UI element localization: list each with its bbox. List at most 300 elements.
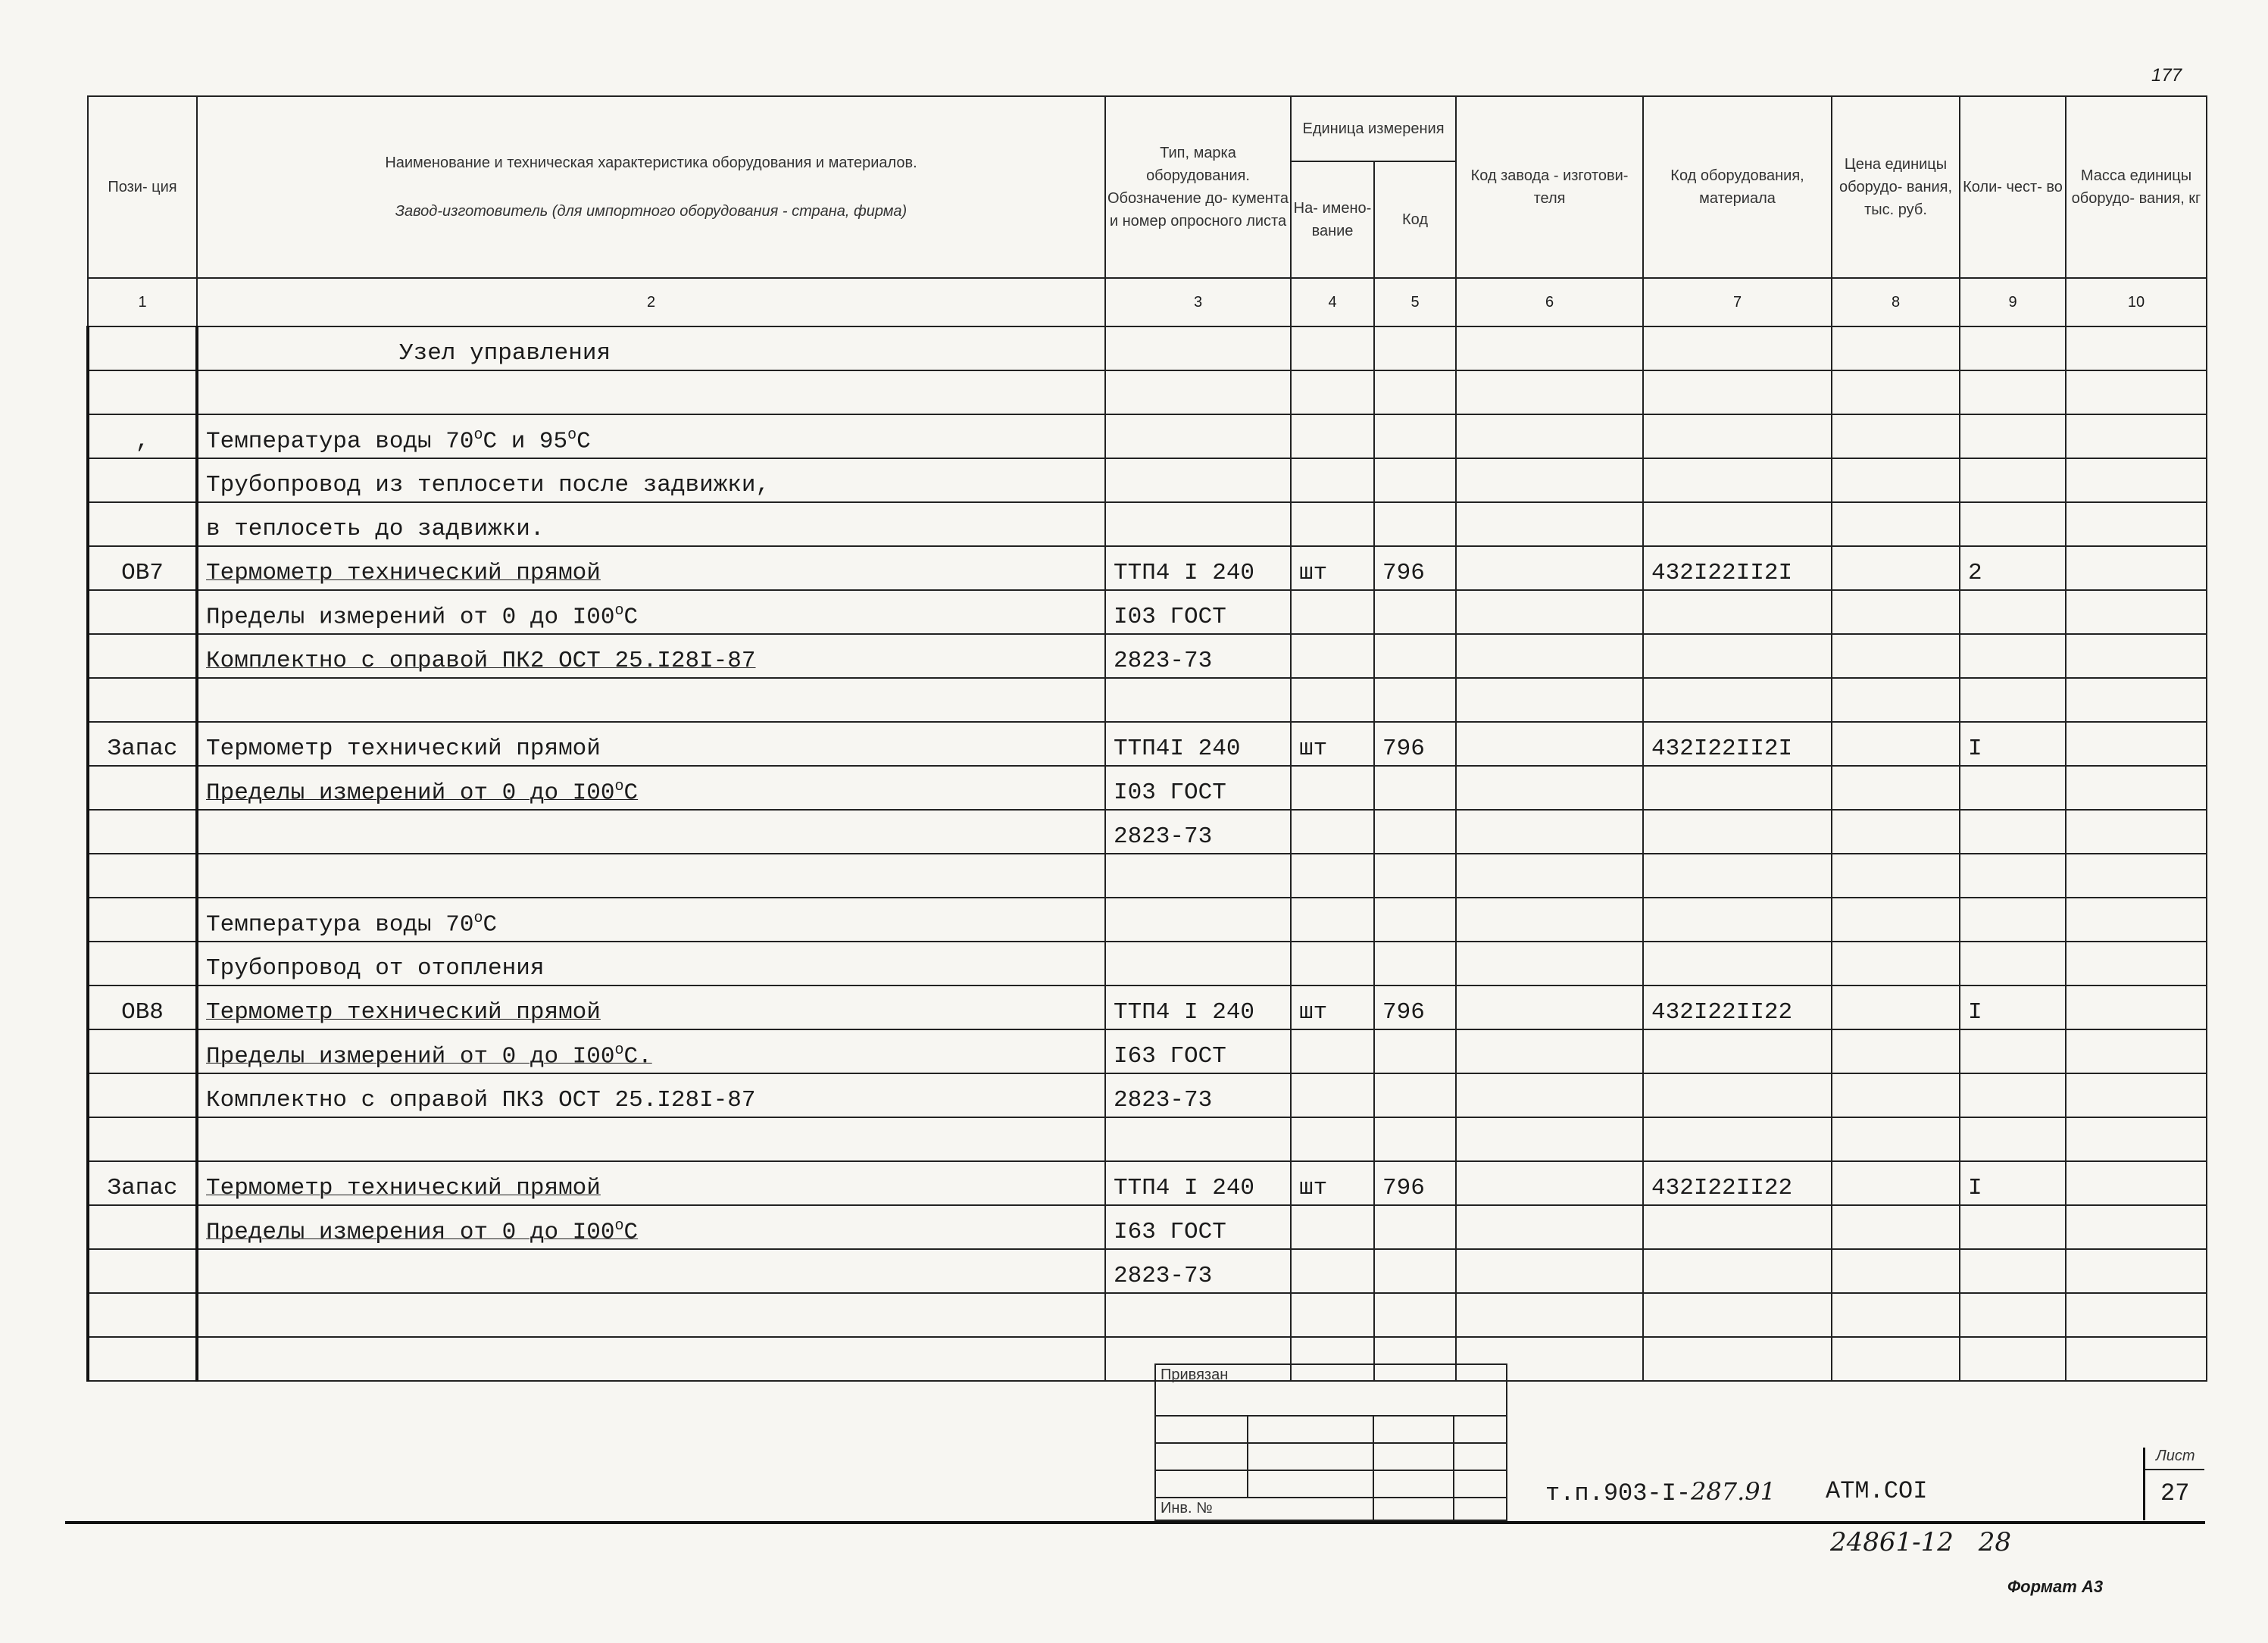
quantity-cell: I [1960,722,2066,766]
header-name-line1: Наименование и техническая характеристика оборудования и материалов. [385,155,917,171]
price-cell [1832,546,1960,590]
type-cell: ТТП4 I 240 [1105,546,1291,590]
price-cell [1832,1293,1960,1337]
position-cell [88,942,197,985]
item-code-cell [1643,1029,1832,1073]
price-cell [1832,1029,1960,1073]
plant-code-cell [1456,1161,1643,1205]
plant-code-cell [1456,1029,1643,1073]
column-number: 6 [1456,278,1643,326]
quantity-cell [1960,766,2066,810]
position-cell [88,1249,197,1293]
price-cell [1832,985,1960,1029]
quantity-cell [1960,1337,2066,1381]
position-cell [88,502,197,546]
name-cell [197,370,1105,414]
quantity-cell [1960,502,2066,546]
name-cell [197,810,1105,854]
price-cell [1832,766,1960,810]
name-text: Температура воды 70 [206,428,474,454]
table-row [88,766,2207,810]
name-cell: в теплосеть до задвижки. [197,502,1105,546]
position-cell [88,678,197,722]
plant-code-cell [1456,854,1643,898]
plant-code-cell [1456,1205,1643,1249]
type-cell [1105,678,1291,722]
position-cell: ОВ7 [88,546,197,590]
plant-code-cell [1456,414,1643,458]
item-code-cell [1643,326,1832,370]
position-cell [88,1293,197,1337]
unit-name-cell: шт [1291,546,1374,590]
table-row [88,1293,2207,1337]
mass-cell [2066,985,2207,1029]
position-cell [88,766,197,810]
column-number: 9 [1960,278,2066,326]
position-cell [88,898,197,942]
unit-code-cell [1374,326,1456,370]
type-cell: ТТП4 I 240 [1105,1161,1291,1205]
sheet-box [2143,1448,2204,1520]
document-mark: АТМ.СОI [1826,1477,1928,1505]
sheet-label: Лист [2156,1448,2195,1464]
degree-sign: o [473,426,483,444]
item-code-cell: 432I22II2I [1643,722,1832,766]
mass-cell [2066,942,2207,985]
quantity-cell [1960,678,2066,722]
plant-code-cell [1456,1117,1643,1161]
unit-code-cell: 796 [1374,546,1456,590]
header-plant-code: Код завода - изготови- теля [1456,96,1643,278]
plant-code-cell [1456,985,1643,1029]
unit-code-cell [1374,942,1456,985]
item-code-cell: 432I22II22 [1643,1161,1832,1205]
specification-table [86,95,2207,1382]
unit-code-cell [1374,1117,1456,1161]
position-cell [88,1029,197,1073]
plant-code-cell [1456,458,1643,502]
price-cell [1832,678,1960,722]
quantity-cell [1960,1205,2066,1249]
quantity-cell [1960,898,2066,942]
table-row [88,326,2207,370]
mass-cell [2066,370,2207,414]
unit-code-cell [1374,634,1456,678]
name-cell: Термометр технический прямой [197,1161,1105,1205]
name-cell: Термометр технический прямой [197,546,1105,590]
name-cell [197,1293,1105,1337]
item-code-cell [1643,458,1832,502]
price-cell [1832,414,1960,458]
item-code-cell [1643,766,1832,810]
price-cell [1832,634,1960,678]
type-cell: ТТП4 I 240 [1105,985,1291,1029]
table-row [88,722,2207,766]
type-cell [1105,942,1291,985]
name-cell: Комплектно с оправой ПК2 ОСТ 25.I28I-87 [197,634,1105,678]
table-row [88,1205,2207,1249]
mass-cell [2066,810,2207,854]
name-cell [197,1337,1105,1381]
type-cell: ТТП4I 240 [1105,722,1291,766]
price-cell [1832,854,1960,898]
type-cell: 2823-73 [1105,1073,1291,1117]
item-code-cell [1643,414,1832,458]
quantity-cell [1960,458,2066,502]
position-cell [88,1205,197,1249]
name-text-after-degree: C и 95 [483,428,568,454]
name-cell [197,1029,1105,1073]
item-code-cell [1643,590,1832,634]
table-row [88,942,2207,985]
mass-cell [2066,1029,2207,1073]
stamp-inventory-label: Инв. № [1161,1500,1213,1516]
mass-cell [2066,722,2207,766]
document-code-handwritten: 287.91 [1691,1477,1776,1506]
archive-page: 28 [1978,1527,2011,1557]
mass-cell [2066,1117,2207,1161]
mass-cell [2066,414,2207,458]
position-cell: , [88,414,197,458]
unit-name-cell [1291,590,1374,634]
item-code-cell [1643,370,1832,414]
price-cell [1832,1117,1960,1161]
item-code-cell [1643,1337,1832,1381]
mass-cell [2066,1293,2207,1337]
position-cell [88,854,197,898]
type-cell [1105,1293,1291,1337]
name-text: Температура воды 70 [206,911,474,938]
item-code-cell [1643,1073,1832,1117]
unit-code-cell [1374,1293,1456,1337]
quantity-cell [1960,1249,2066,1293]
plant-code-cell [1456,898,1643,942]
quantity-cell: I [1960,1161,2066,1205]
position-cell [88,1117,197,1161]
unit-name-cell [1291,1073,1374,1117]
header-name [197,96,1105,278]
price-cell [1832,590,1960,634]
column-number: 3 [1105,278,1291,326]
plant-code-cell [1456,1249,1643,1293]
item-code-cell [1643,502,1832,546]
quantity-cell [1960,810,2066,854]
quantity-cell [1960,326,2066,370]
mass-cell [2066,1161,2207,1205]
item-code-cell [1643,678,1832,722]
name-text-after-degree: C [576,428,591,454]
position-cell [88,370,197,414]
header-unit-code: Код [1374,161,1456,278]
name-text-after-degree: C [623,1219,639,1245]
item-code-cell [1643,854,1832,898]
table-row [88,678,2207,722]
quantity-cell [1960,1029,2066,1073]
type-cell [1105,458,1291,502]
price-cell [1832,502,1960,546]
name-cell: Термометр технический прямой [197,722,1105,766]
archive-number [1830,1527,2011,1557]
price-cell [1832,722,1960,766]
name-cell [197,1205,1105,1249]
plant-code-cell [1456,326,1643,370]
mass-cell [2066,854,2207,898]
quantity-cell [1960,590,2066,634]
unit-code-cell [1374,1205,1456,1249]
table-row [88,1337,2207,1381]
plant-code-cell [1456,590,1643,634]
plant-code-cell [1456,546,1643,590]
price-cell [1832,1249,1960,1293]
unit-name-cell [1291,854,1374,898]
plant-code-cell [1456,1073,1643,1117]
unit-code-cell [1374,370,1456,414]
price-cell [1832,1337,1960,1381]
plant-code-cell [1456,810,1643,854]
unit-name-cell [1291,1293,1374,1337]
position-cell [88,1073,197,1117]
table-row [88,414,2207,458]
price-cell [1832,458,1960,502]
column-number: 1 [88,278,197,326]
unit-name-cell [1291,414,1374,458]
plant-code-cell [1456,942,1643,985]
position-cell [88,810,197,854]
position-cell: Запас [88,722,197,766]
name-text-after-degree: C [623,604,639,630]
plant-code-cell [1456,634,1643,678]
name-text: Пределы измерений от 0 до I00 [206,1043,615,1070]
mass-cell [2066,634,2207,678]
price-cell [1832,810,1960,854]
mass-cell [2066,1073,2207,1117]
unit-code-cell [1374,1073,1456,1117]
unit-name-cell [1291,1249,1374,1293]
quantity-cell [1960,414,2066,458]
type-cell [1105,898,1291,942]
mass-cell [2066,898,2207,942]
table-row [88,854,2207,898]
column-number: 5 [1374,278,1456,326]
price-cell [1832,1073,1960,1117]
unit-name-cell [1291,942,1374,985]
sheet-number: 27 [2160,1479,2190,1507]
item-code-cell: 432I22II2I [1643,546,1832,590]
quantity-cell [1960,1073,2066,1117]
plant-code-cell [1456,1293,1643,1337]
name-text-after-degree: C. [623,1043,652,1070]
table-row [88,810,2207,854]
table-row [88,1249,2207,1293]
type-cell: I63 ГОСТ [1105,1205,1291,1249]
plant-code-cell [1456,370,1643,414]
quantity-cell: 2 [1960,546,2066,590]
unit-code-cell [1374,458,1456,502]
unit-name-cell [1291,458,1374,502]
type-cell [1105,326,1291,370]
degree-sign: o [473,909,483,927]
item-code-cell [1643,898,1832,942]
table-row [88,985,2207,1029]
unit-name-cell: шт [1291,1161,1374,1205]
name-cell [197,1117,1105,1161]
unit-name-cell [1291,370,1374,414]
name-cell [197,678,1105,722]
item-code-cell [1643,1249,1832,1293]
name-text: Пределы измерений от 0 до I00 [206,779,615,806]
column-number: 4 [1291,278,1374,326]
name-cell: Трубопровод от отопления [197,942,1105,985]
quantity-cell: I [1960,985,2066,1029]
header-mass: Масса единицы оборудо- вания, кг [2066,96,2207,278]
table-row [88,458,2207,502]
unit-name-cell [1291,766,1374,810]
column-number: 7 [1643,278,1832,326]
unit-code-cell [1374,898,1456,942]
table-row [88,1117,2207,1161]
archive-number-main: 24861-12 [1830,1527,1954,1557]
document-code [1545,1477,1776,1507]
mass-cell [2066,1249,2207,1293]
header-quantity: Коли- чест- во [1960,96,2066,278]
unit-name-cell [1291,1117,1374,1161]
unit-name-cell: шт [1291,985,1374,1029]
unit-code-cell [1374,502,1456,546]
unit-code-cell [1374,678,1456,722]
stamp-bound-box [1154,1363,1507,1521]
degree-sign: o [614,1041,624,1059]
price-cell [1832,1205,1960,1249]
price-cell [1832,1161,1960,1205]
price-cell [1832,370,1960,414]
corner-page-mark: 177 [2151,65,2182,86]
table-row [88,634,2207,678]
position-cell [88,458,197,502]
table-row [88,546,2207,590]
type-cell [1105,502,1291,546]
name-cell: Комплектно с оправой ПК3 ОСТ 25.I28I-87 [197,1073,1105,1117]
format-label: Формат А3 [2007,1577,2104,1596]
header-type: Тип, марка оборудования. Обозначение до- кумента и номер опросного листа [1105,96,1291,278]
column-number: 8 [1832,278,1960,326]
quantity-cell [1960,634,2066,678]
table-row [88,1161,2207,1205]
unit-name-cell [1291,634,1374,678]
item-code-cell [1643,942,1832,985]
mass-cell [2066,502,2207,546]
plant-code-cell [1456,766,1643,810]
type-cell: I03 ГОСТ [1105,590,1291,634]
unit-name-cell [1291,678,1374,722]
type-cell [1105,854,1291,898]
unit-name-cell [1291,1029,1374,1073]
name-cell [197,1249,1105,1293]
type-cell: 2823-73 [1105,810,1291,854]
name-cell: Трубопровод из теплосети после задвижки, [197,458,1105,502]
name-text-after-degree: C [623,779,639,806]
unit-code-cell [1374,590,1456,634]
unit-name-cell: шт [1291,722,1374,766]
plant-code-cell [1456,678,1643,722]
unit-code-cell [1374,1249,1456,1293]
mass-cell [2066,766,2207,810]
bottom-rule [65,1521,2205,1524]
degree-sign: o [567,426,577,444]
type-cell: I03 ГОСТ [1105,766,1291,810]
unit-name-cell [1291,810,1374,854]
name-cell [197,414,1105,458]
name-cell: Узел управления [197,326,1105,370]
quantity-cell [1960,942,2066,985]
table-row [88,1073,2207,1117]
unit-code-cell: 796 [1374,1161,1456,1205]
quantity-cell [1960,1117,2066,1161]
quantity-cell [1960,854,2066,898]
type-cell [1105,1117,1291,1161]
degree-sign: o [614,777,624,795]
mass-cell [2066,678,2207,722]
type-cell: 2823-73 [1105,634,1291,678]
unit-name-cell [1291,1205,1374,1249]
table-row [88,1029,2207,1073]
name-text: Пределы измерений от 0 до I00 [206,604,615,630]
document-code-prefix: т.п.903-I- [1545,1479,1692,1507]
stamp-bound-label: Привязан [1161,1367,1229,1383]
type-cell: 2823-73 [1105,1249,1291,1293]
unit-code-cell [1374,810,1456,854]
header-item-code: Код оборудования, материала [1643,96,1832,278]
unit-name-cell [1291,502,1374,546]
type-cell [1105,414,1291,458]
price-cell [1832,942,1960,985]
position-cell: ОВ8 [88,985,197,1029]
name-text-after-degree: C [483,911,498,938]
type-cell: I63 ГОСТ [1105,1029,1291,1073]
item-code-cell [1643,810,1832,854]
name-cell [197,766,1105,810]
column-number: 2 [197,278,1105,326]
unit-code-cell: 796 [1374,985,1456,1029]
unit-code-cell [1374,1029,1456,1073]
header-price: Цена единицы оборудо- вания, тыс. руб. [1832,96,1960,278]
header-unit-group: Единица измерения [1291,96,1456,161]
item-code-cell [1643,634,1832,678]
unit-code-cell [1374,854,1456,898]
degree-sign: o [614,601,624,620]
table-row [88,370,2207,414]
table-row [88,898,2207,942]
plant-code-cell [1456,502,1643,546]
item-code-cell [1643,1293,1832,1337]
header-unit-name: На- имено- вание [1291,161,1374,278]
position-cell [88,1337,197,1381]
name-cell [197,854,1105,898]
position-cell [88,590,197,634]
name-text: Пределы измерения от 0 до I00 [206,1219,615,1245]
position-cell: Запас [88,1161,197,1205]
unit-code-cell [1374,414,1456,458]
table-row [88,502,2207,546]
quantity-cell [1960,1293,2066,1337]
mass-cell [2066,326,2207,370]
name-cell [197,590,1105,634]
degree-sign: o [614,1217,624,1235]
item-code-cell [1643,1117,1832,1161]
item-code-cell: 432I22II22 [1643,985,1832,1029]
header-position: Пози- ция [88,96,197,278]
item-code-cell [1643,1205,1832,1249]
quantity-cell [1960,370,2066,414]
